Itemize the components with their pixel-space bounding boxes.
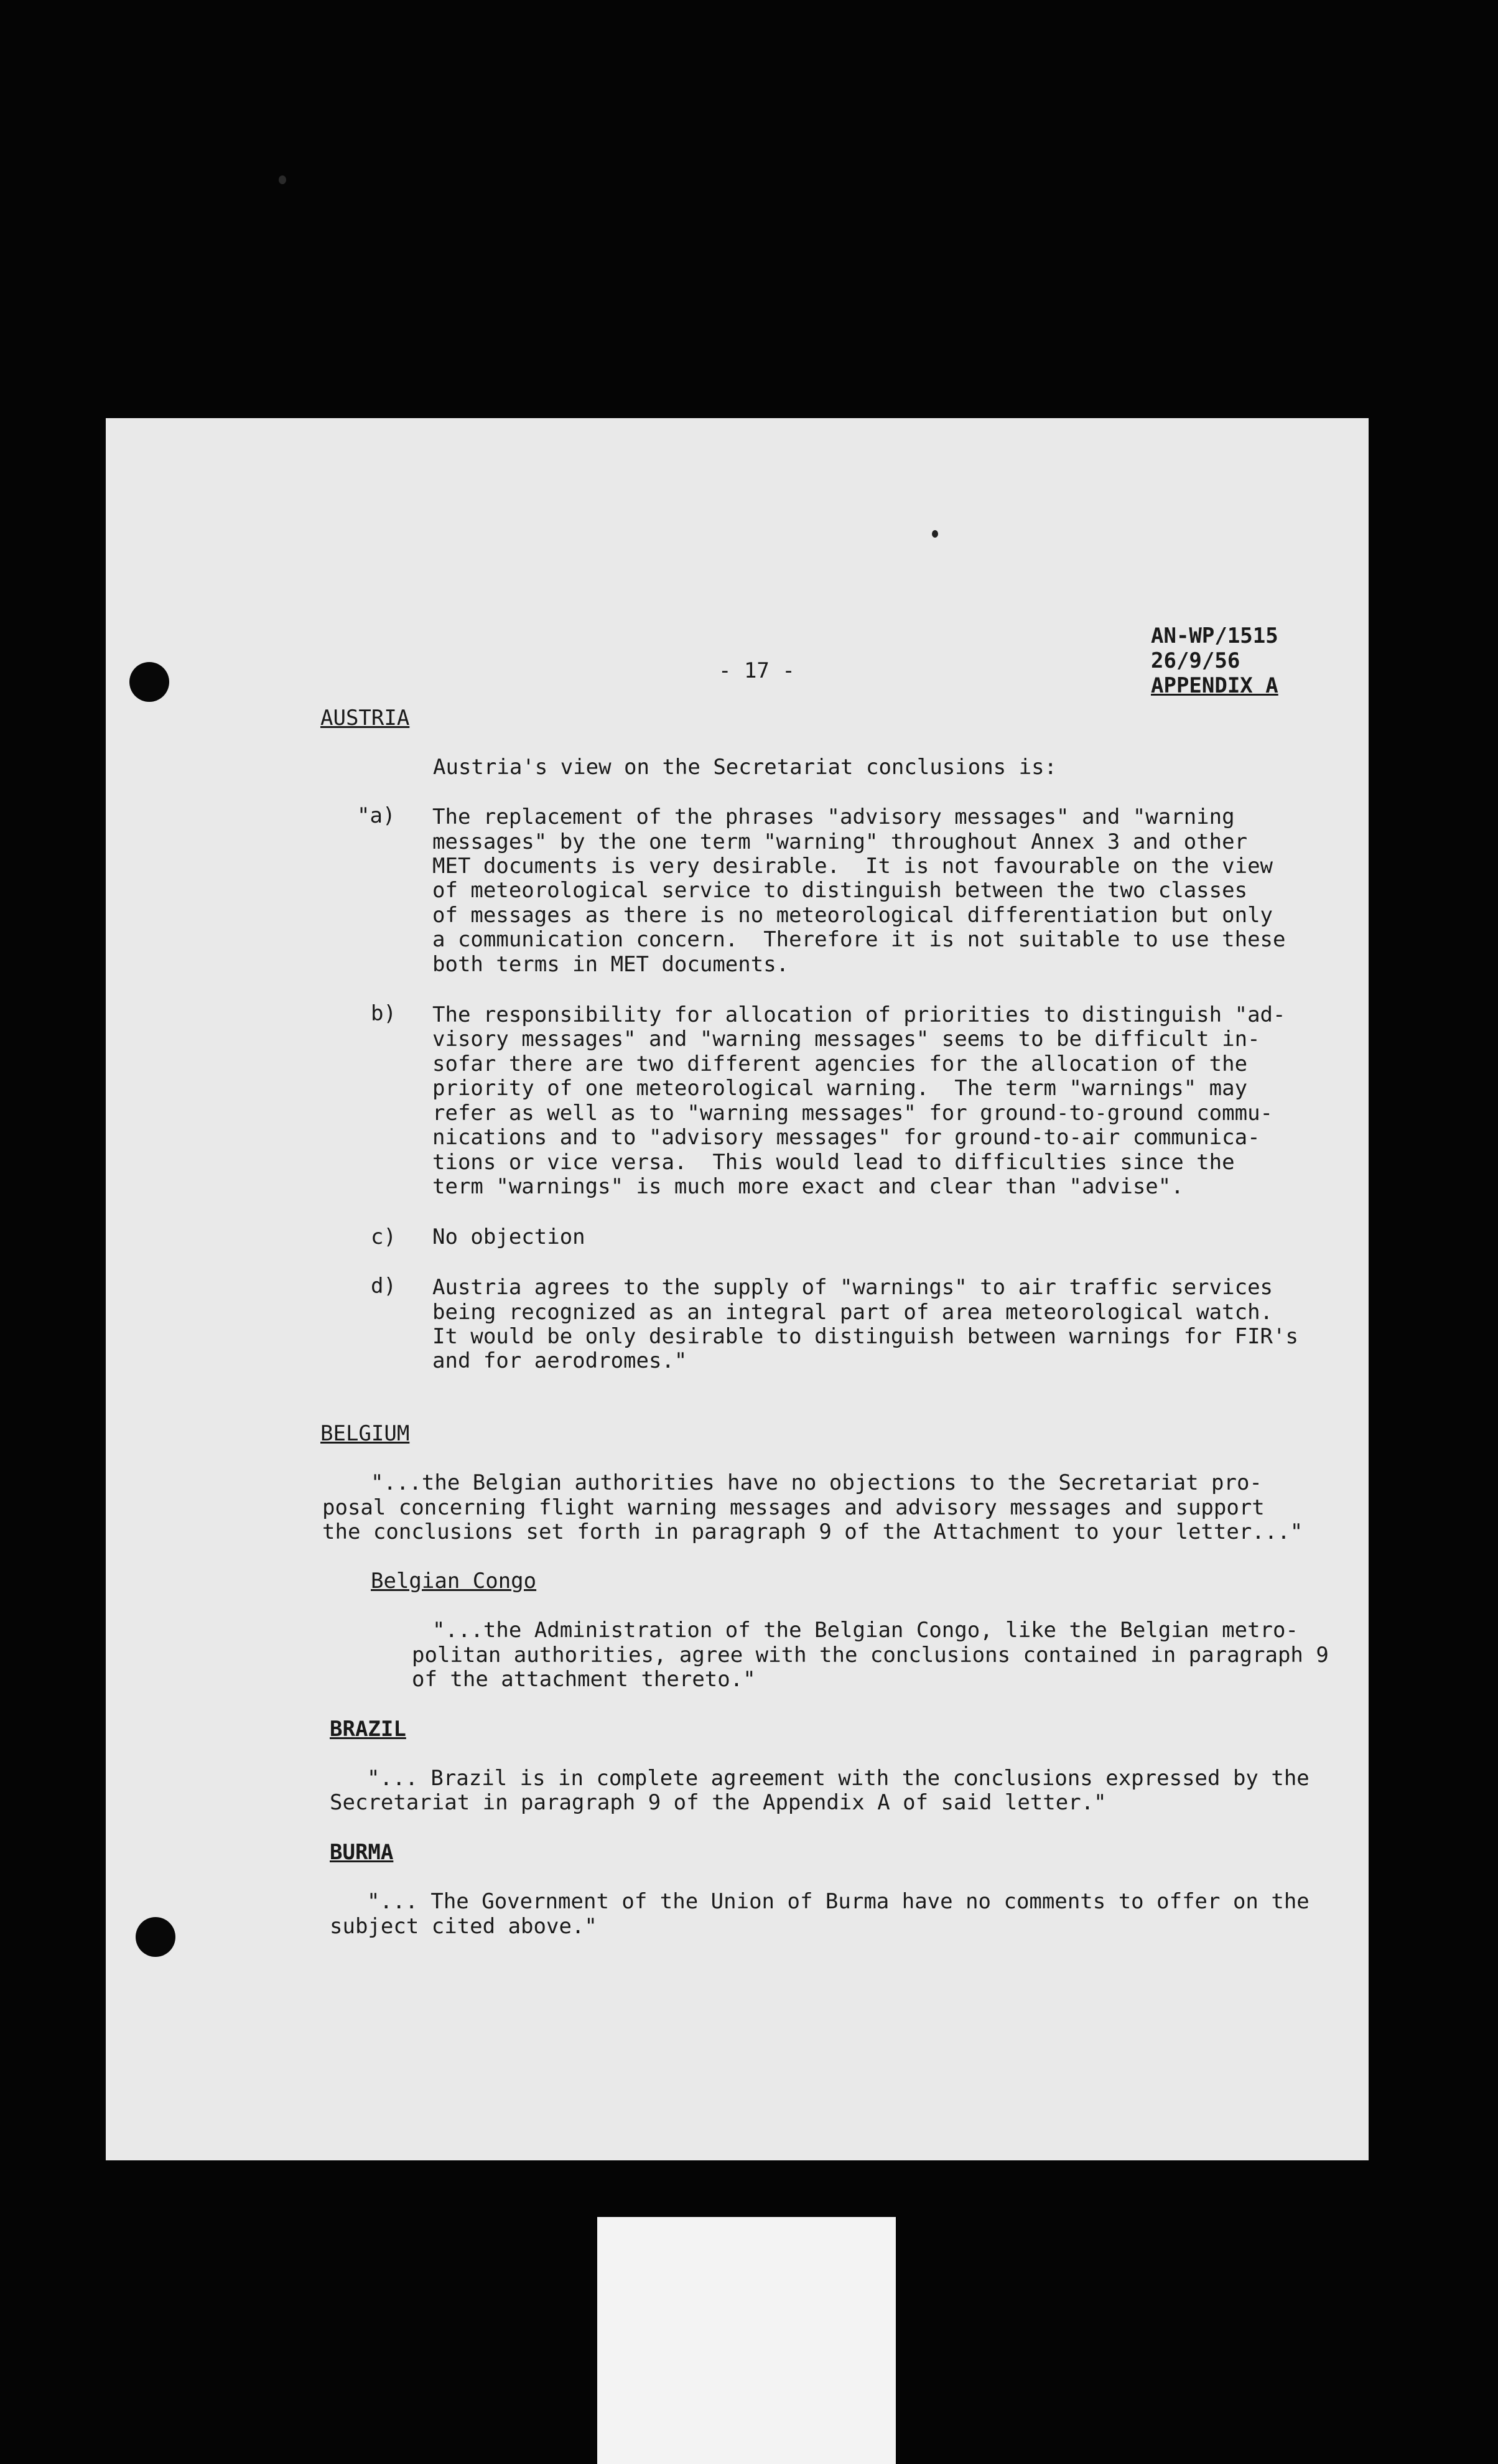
punch-hole [136,1917,175,1957]
quote-line: the conclusions set forth in paragraph 9 of the Attachment to your letter..." [322,1519,1303,1544]
punch-hole [129,662,169,702]
quote-line: "... The Government of the Union of Burma have no comments to offer on the [367,1889,1310,1914]
item-line: of messages as there is no meteorological differentiation but only [432,903,1273,928]
austria-intro: Austria's view on the Secretariat conclusions is: [433,755,1058,780]
item-line: It would be only desirable to distinguish between warnings for FIR's [432,1324,1298,1349]
item-line: and for aerodromes." [432,1348,687,1373]
quote-line: politan authorities, agree with the conclusions contained in paragraph 9 [412,1643,1329,1668]
quote-line: of the attachment thereto." [412,1667,756,1692]
speck [279,175,286,184]
quote-line: "...the Belgian authorities have no objections to the Secretariat pro- [371,1470,1262,1495]
item-line: of meteorological service to distinguish between the two classes [432,878,1248,903]
item-line: No objection [432,1225,585,1249]
item-line: both terms in MET documents. [432,952,789,977]
quote-line: Secretariat in paragraph 9 of the Appendix A of said letter." [330,1790,1107,1815]
paper-slip [597,2217,896,2464]
item-marker: c) [371,1225,396,1249]
item-line: MET documents is very desirable. It is not favourable on the view [432,854,1273,879]
item-marker: b) [371,1001,396,1026]
item-line: messages" by the one term "warning" throughout Annex 3 and other [432,829,1248,854]
section-heading-brazil: BRAZIL [330,1717,406,1742]
item-marker: "a) [357,803,396,828]
section-heading-belgium: BELGIUM [320,1421,410,1446]
section-heading-austria: AUSTRIA [320,706,410,730]
item-line: sofar there are two different agencies for the allocation of the [432,1052,1248,1076]
appendix-label: APPENDIX A [1151,673,1278,698]
quote-line: posal concerning flight warning messages and advisory messages and support [322,1495,1265,1520]
item-line: visory messages" and "warning messages" seems to be difficult in- [432,1027,1260,1052]
document-date: 26/9/56 [1151,648,1240,673]
item-line: a communication concern. Therefore it is not suitable to use these [432,927,1286,952]
item-line: being recognized as an integral part of area meteorological watch. [432,1300,1273,1325]
item-line: priority of one meteorological warning. The term "warnings" may [432,1076,1248,1101]
item-marker: d) [371,1274,396,1299]
document-reference: AN-WP/1515 [1151,623,1278,648]
item-line: The replacement of the phrases "advisory messages" and "warning [432,805,1235,829]
item-line: tions or vice versa. This would lead to difficulties since the [432,1150,1235,1175]
item-line: The responsibility for allocation of priorities to distinguish "ad- [432,1002,1286,1027]
speck [932,530,938,538]
sub-heading-belgian-congo: Belgian Congo [371,1569,537,1594]
section-heading-burma: BURMA [330,1840,394,1865]
item-line: refer as well as to "warning messages" for ground-to-ground commu- [432,1101,1273,1126]
quote-line: "...the Administration of the Belgian Congo, like the Belgian metro- [432,1618,1298,1643]
item-line: Austria agrees to the supply of "warnings" to air traffic services [432,1275,1273,1300]
quote-line: subject cited above." [330,1914,597,1939]
page-number: - 17 - [719,658,795,683]
item-line: nications and to "advisory messages" for ground-to-air communica- [432,1125,1260,1150]
quote-line: "... Brazil is in complete agreement with the conclusions expressed by the [367,1766,1310,1791]
item-line: term "warnings" is much more exact and clear than "advise". [432,1174,1184,1199]
